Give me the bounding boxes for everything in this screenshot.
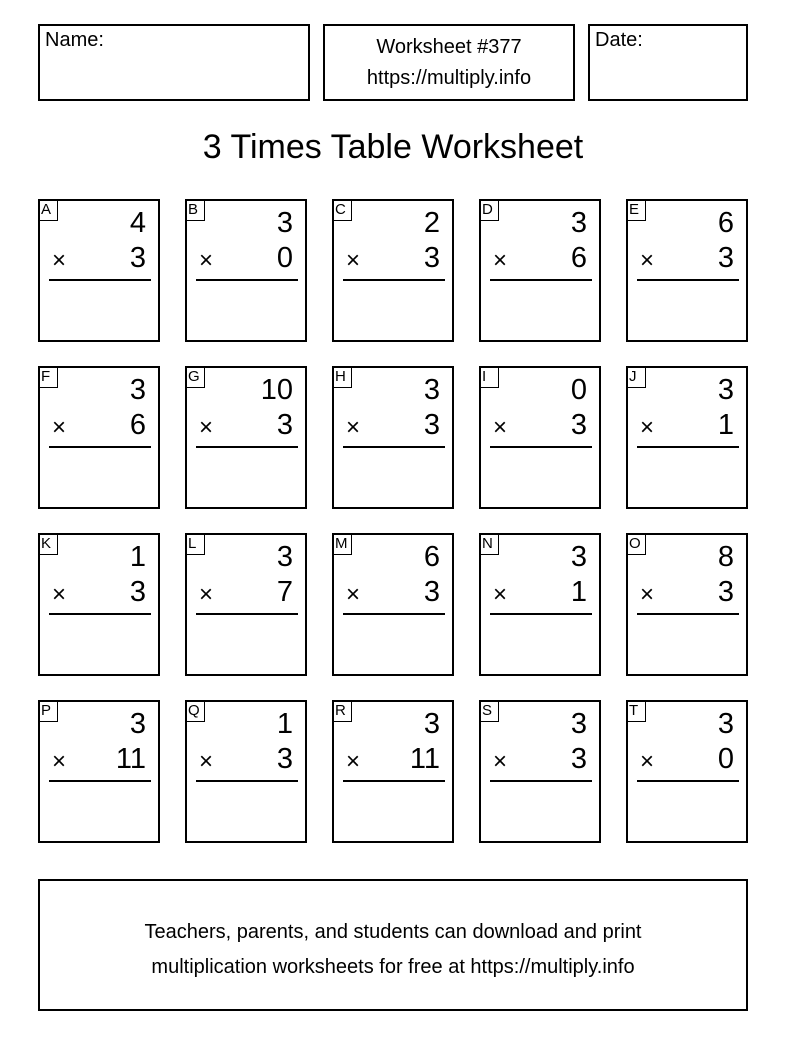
problem-multiplier: 0 <box>276 242 293 274</box>
times-sign: × <box>52 748 67 775</box>
problem-letter: D <box>479 199 499 221</box>
problem-card[interactable] <box>332 700 454 843</box>
problem-letter: F <box>38 366 58 388</box>
times-sign: × <box>199 247 214 274</box>
problem-letter: N <box>479 533 499 555</box>
footer-note <box>38 879 748 1011</box>
worksheet-number: Worksheet #377 <box>376 36 522 58</box>
name-label: Name: <box>45 29 104 51</box>
problem-letter: C <box>332 199 352 221</box>
times-sign: × <box>199 748 214 775</box>
problem-multiplier: 3 <box>570 743 587 775</box>
answer-line <box>196 446 298 448</box>
problem-multiplicand: 3 <box>570 541 587 573</box>
problem-letter: E <box>626 199 646 221</box>
times-sign: × <box>346 748 361 775</box>
problem-letter: B <box>185 199 205 221</box>
problem-card[interactable] <box>626 366 748 509</box>
times-sign: × <box>52 247 67 274</box>
problem-card[interactable] <box>38 533 160 676</box>
problem-multiplicand: 3 <box>276 207 293 239</box>
problem-multiplicand: 3 <box>276 541 293 573</box>
answer-line <box>49 613 151 615</box>
problem-multiplicand: 1 <box>129 541 146 573</box>
name-box[interactable] <box>38 24 310 101</box>
times-sign: × <box>199 581 214 608</box>
date-label: Date: <box>595 29 643 51</box>
problem-letter: A <box>38 199 58 221</box>
page-title: 3 Times Table Worksheet <box>202 128 584 166</box>
problem-multiplier: 6 <box>129 409 146 441</box>
problem-multiplier: 3 <box>276 409 293 441</box>
problem-multiplier: 3 <box>129 242 146 274</box>
problem-multiplicand: 3 <box>570 207 587 239</box>
footer-line-2: multiplication worksheets for free at https://multiply.info <box>151 956 635 978</box>
problem-letter: H <box>332 366 352 388</box>
problem-letter: R <box>332 700 352 722</box>
problem-multiplier: 1 <box>717 409 734 441</box>
worksheet-info-box <box>323 24 575 101</box>
problem-multiplier: 0 <box>717 743 734 775</box>
answer-line <box>637 613 739 615</box>
problem-multiplicand: 6 <box>717 207 734 239</box>
problem-letter: T <box>626 700 646 722</box>
problem-multiplier: 7 <box>276 576 293 608</box>
problem-multiplier: 3 <box>423 576 440 608</box>
problem-letter: S <box>479 700 499 722</box>
problem-multiplicand: 3 <box>717 374 734 406</box>
problem-multiplicand: 3 <box>423 708 440 740</box>
problem-multiplicand: 3 <box>423 374 440 406</box>
answer-line <box>343 446 445 448</box>
problem-card[interactable] <box>479 700 601 843</box>
problem-multiplicand: 3 <box>570 708 587 740</box>
problem-card[interactable] <box>332 366 454 509</box>
answer-line <box>196 279 298 281</box>
answer-line <box>343 279 445 281</box>
answer-line <box>49 780 151 782</box>
footer-line-1: Teachers, parents, and students can download and print <box>144 921 642 943</box>
problem-card[interactable] <box>38 700 160 843</box>
answer-line <box>343 613 445 615</box>
problem-card[interactable] <box>185 533 307 676</box>
times-sign: × <box>346 414 361 441</box>
problem-multiplier: 3 <box>423 242 440 274</box>
problem-letter: M <box>332 533 352 555</box>
problem-multiplier: 3 <box>570 409 587 441</box>
problem-multiplicand: 3 <box>129 708 146 740</box>
problem-card[interactable] <box>38 199 160 342</box>
problem-card[interactable] <box>626 533 748 676</box>
times-sign: × <box>640 748 655 775</box>
problem-multiplier: 11 <box>115 743 146 775</box>
problem-letter: I <box>479 366 499 388</box>
problem-multiplier: 3 <box>129 576 146 608</box>
problem-multiplicand: 4 <box>129 207 146 239</box>
problem-card[interactable] <box>479 199 601 342</box>
problem-letter: J <box>626 366 646 388</box>
times-sign: × <box>199 414 214 441</box>
problem-multiplicand: 3 <box>129 374 146 406</box>
times-sign: × <box>493 748 508 775</box>
problem-multiplicand: 10 <box>260 374 293 406</box>
problem-card[interactable] <box>38 366 160 509</box>
problem-card[interactable] <box>185 199 307 342</box>
problem-multiplicand: 2 <box>423 207 440 239</box>
problem-card[interactable] <box>626 199 748 342</box>
answer-line <box>490 613 592 615</box>
times-sign: × <box>52 581 67 608</box>
problem-multiplier: 3 <box>276 743 293 775</box>
problem-multiplier: 11 <box>409 743 440 775</box>
problem-letter: K <box>38 533 58 555</box>
answer-line <box>196 613 298 615</box>
problem-card[interactable] <box>332 199 454 342</box>
worksheet-url: https://multiply.info <box>366 67 532 89</box>
date-box[interactable] <box>588 24 748 101</box>
times-sign: × <box>493 247 508 274</box>
answer-line <box>490 279 592 281</box>
problem-grid <box>38 199 750 843</box>
problem-letter: L <box>185 533 205 555</box>
problem-card[interactable] <box>479 366 601 509</box>
times-sign: × <box>52 414 67 441</box>
problem-multiplicand: 3 <box>717 708 734 740</box>
times-sign: × <box>640 414 655 441</box>
answer-line <box>637 446 739 448</box>
problem-letter: P <box>38 700 58 722</box>
problem-multiplicand: 1 <box>276 708 293 740</box>
answer-line <box>637 279 739 281</box>
problem-letter: O <box>626 533 646 555</box>
times-sign: × <box>493 581 508 608</box>
problem-multiplier: 1 <box>570 576 587 608</box>
problem-card[interactable] <box>479 533 601 676</box>
answer-line <box>343 780 445 782</box>
times-sign: × <box>640 247 655 274</box>
problem-card[interactable] <box>185 366 307 509</box>
answer-line <box>49 446 151 448</box>
answer-line <box>490 446 592 448</box>
problem-multiplier: 3 <box>717 576 734 608</box>
problem-multiplier: 6 <box>570 242 587 274</box>
problem-card[interactable] <box>332 533 454 676</box>
problem-multiplicand: 0 <box>570 374 587 406</box>
answer-line <box>637 780 739 782</box>
problem-multiplier: 3 <box>717 242 734 274</box>
problem-multiplier: 3 <box>423 409 440 441</box>
problem-letter: G <box>185 366 205 388</box>
times-sign: × <box>640 581 655 608</box>
problem-letter: Q <box>185 700 205 722</box>
times-sign: × <box>346 581 361 608</box>
problem-card[interactable] <box>626 700 748 843</box>
problem-multiplicand: 8 <box>717 541 734 573</box>
answer-line <box>49 279 151 281</box>
answer-line <box>196 780 298 782</box>
answer-line <box>490 780 592 782</box>
problem-multiplicand: 6 <box>423 541 440 573</box>
problem-card[interactable] <box>185 700 307 843</box>
times-sign: × <box>493 414 508 441</box>
times-sign: × <box>346 247 361 274</box>
